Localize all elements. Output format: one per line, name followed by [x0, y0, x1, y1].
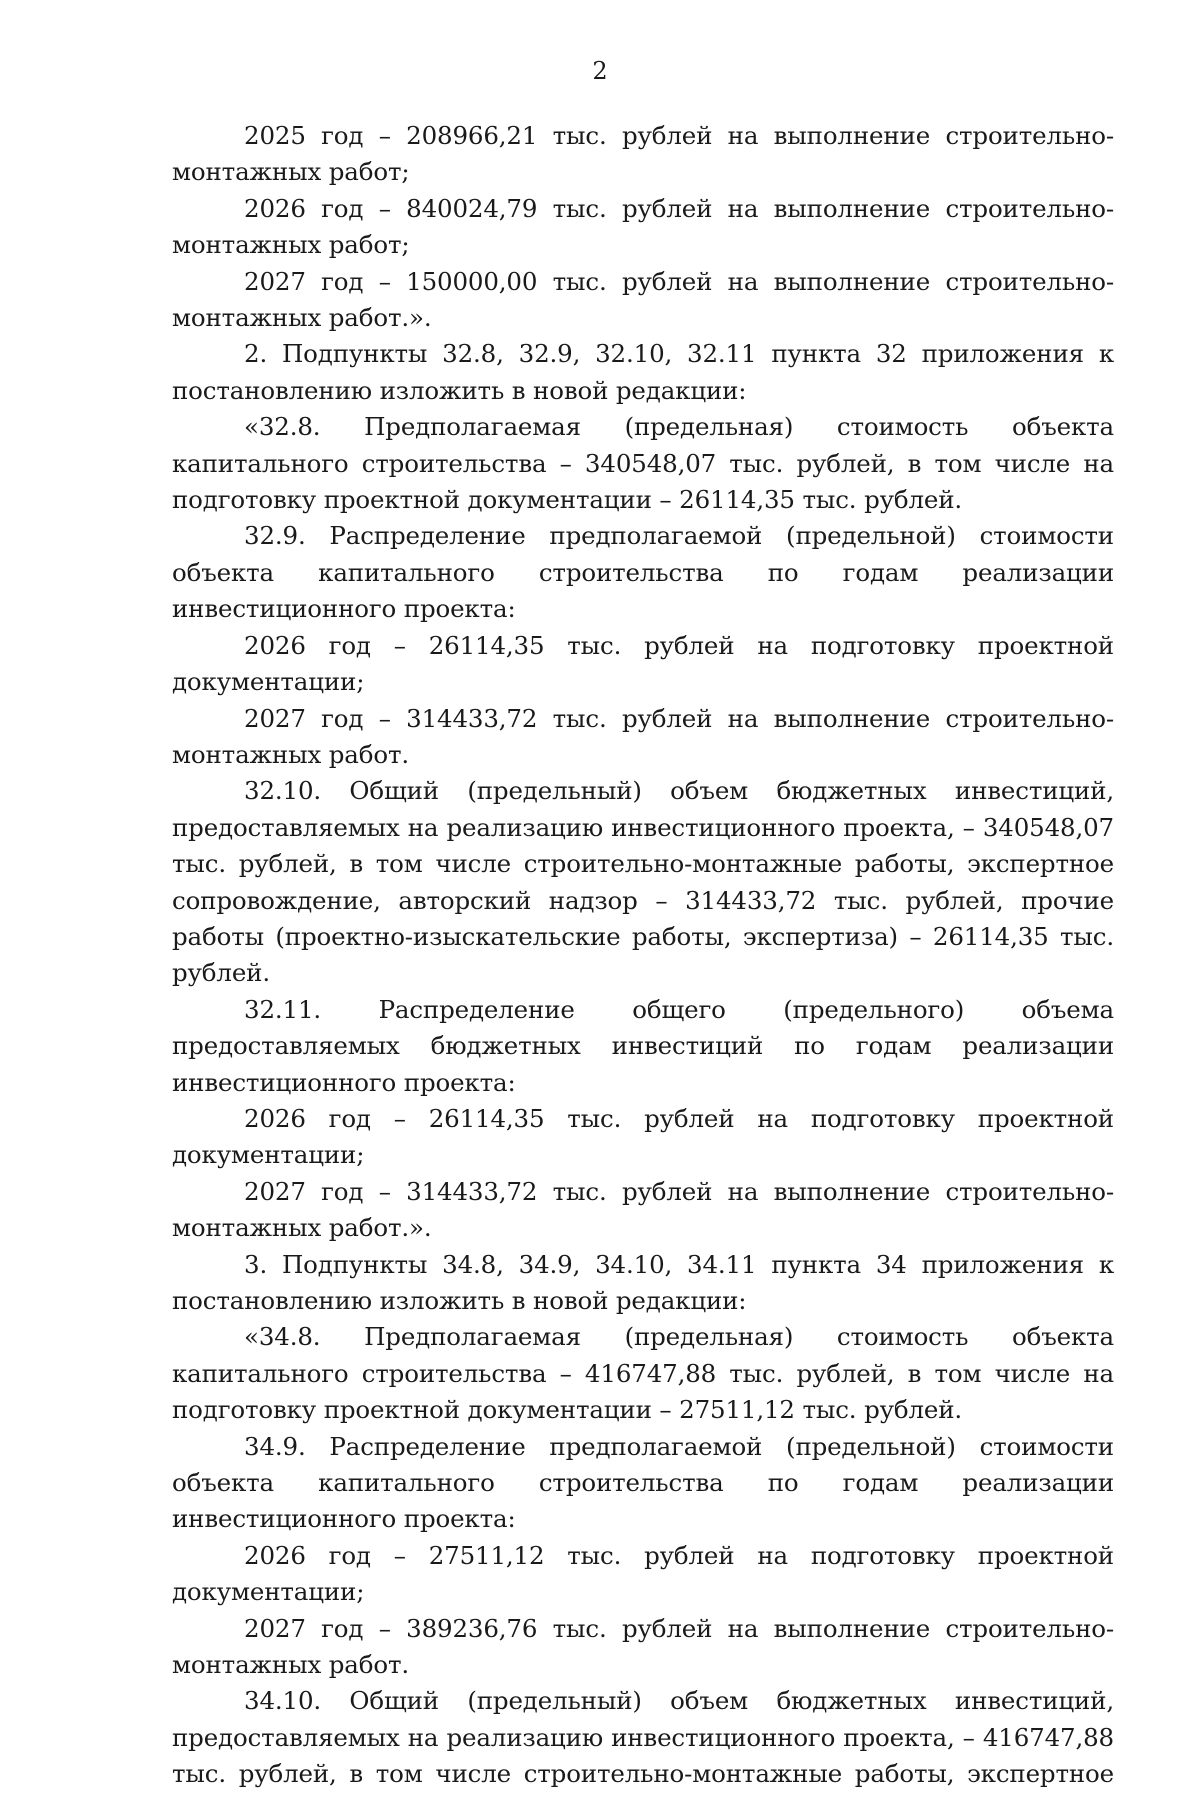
paragraph: 32.9. Распределение предполагаемой (предельной) стоимости объекта капитального строительства по годам реализации инвестиционного проекта: — [172, 521, 1114, 624]
paragraph: 2027 год – 314433,72 тыс. рублей на выполнение строительно-монтажных работ. — [172, 703, 1114, 769]
document-body — [172, 118, 1114, 1793]
paragraph: 2. Подпункты 32.8, 32.9, 32.10, 32.11 пункта 32 приложения к постановлению изложить в новой редакции: — [172, 339, 1114, 405]
paragraph: 2027 год – 150000,00 тыс. рублей на выполнение строительно-монтажных работ.». — [172, 266, 1114, 333]
paragraph: 2027 год – 389236,76 тыс. рублей на выполнение строительно-монтажных работ. — [172, 1613, 1114, 1680]
paragraph: 2026 год – 26114,35 тыс. рублей на подготовку проектной документации; — [172, 630, 1114, 697]
paragraph: 34.9. Распределение предполагаемой (предельной) стоимости объекта капитального строительства по годам реализации инвестиционного проекта: — [172, 1431, 1114, 1534]
paragraph: «32.8. Предполагаемая (предельная) стоимость объекта капитального строительства – 340548,07 тыс. рублей, в том числе на подготовку проектной документации – 26114,35 тыс. рублей. — [172, 412, 1114, 515]
page-number: 2 — [592, 57, 608, 85]
paragraph: 2025 год – 208966,21 тыс. рублей на выполнение строительно-монтажных работ; — [172, 121, 1114, 187]
paragraph: 32.10. Общий (предельный) объем бюджетных инвестиций, предоставляемых на реализацию инвестиционного проекта, – 340548,07 тыс. рублей, в том числе строительно-монтажные работы, экспертное сопровождение, авторский надзор – 314433,72 тыс. рублей, прочие работы (проектно-изыскательские работы, экспертиза) – 26114,35 тыс. рублей. — [172, 776, 1114, 988]
paragraph: 32.11. Распределение общего (предельного) объема предоставляемых бюджетных инвестиций по годам реализации инвестиционного проекта: — [172, 994, 1114, 1097]
paragraph: «34.8. Предполагаемая (предельная) стоимость объекта капитального строительства – 416747,88 тыс. рублей, в том числе на подготовку проектной документации – 27511,12 тыс. рублей. — [172, 1322, 1114, 1425]
paragraph: 2027 год – 314433,72 тыс. рублей на выполнение строительно-монтажных работ.». — [172, 1176, 1114, 1243]
paragraph: 2026 год – 26114,35 тыс. рублей на подготовку проектной документации; — [172, 1103, 1114, 1170]
paragraph: 2026 год – 840024,79 тыс. рублей на выполнение строительно-монтажных работ; — [172, 193, 1114, 260]
paragraph: 34.10. Общий (предельный) объем бюджетных инвестиций, предоставляемых на реализацию инвестиционного проекта, – 416747,88 тыс. рублей, в том числе строительно-монтажные работы, экспертное — [172, 1686, 1114, 1789]
paragraph: 3. Подпункты 34.8, 34.9, 34.10, 34.11 пункта 34 приложения к постановлению изложить в новой редакции: — [172, 1249, 1114, 1315]
paragraph: 2026 год – 27511,12 тыс. рублей на подготовку проектной документации; — [172, 1540, 1114, 1607]
